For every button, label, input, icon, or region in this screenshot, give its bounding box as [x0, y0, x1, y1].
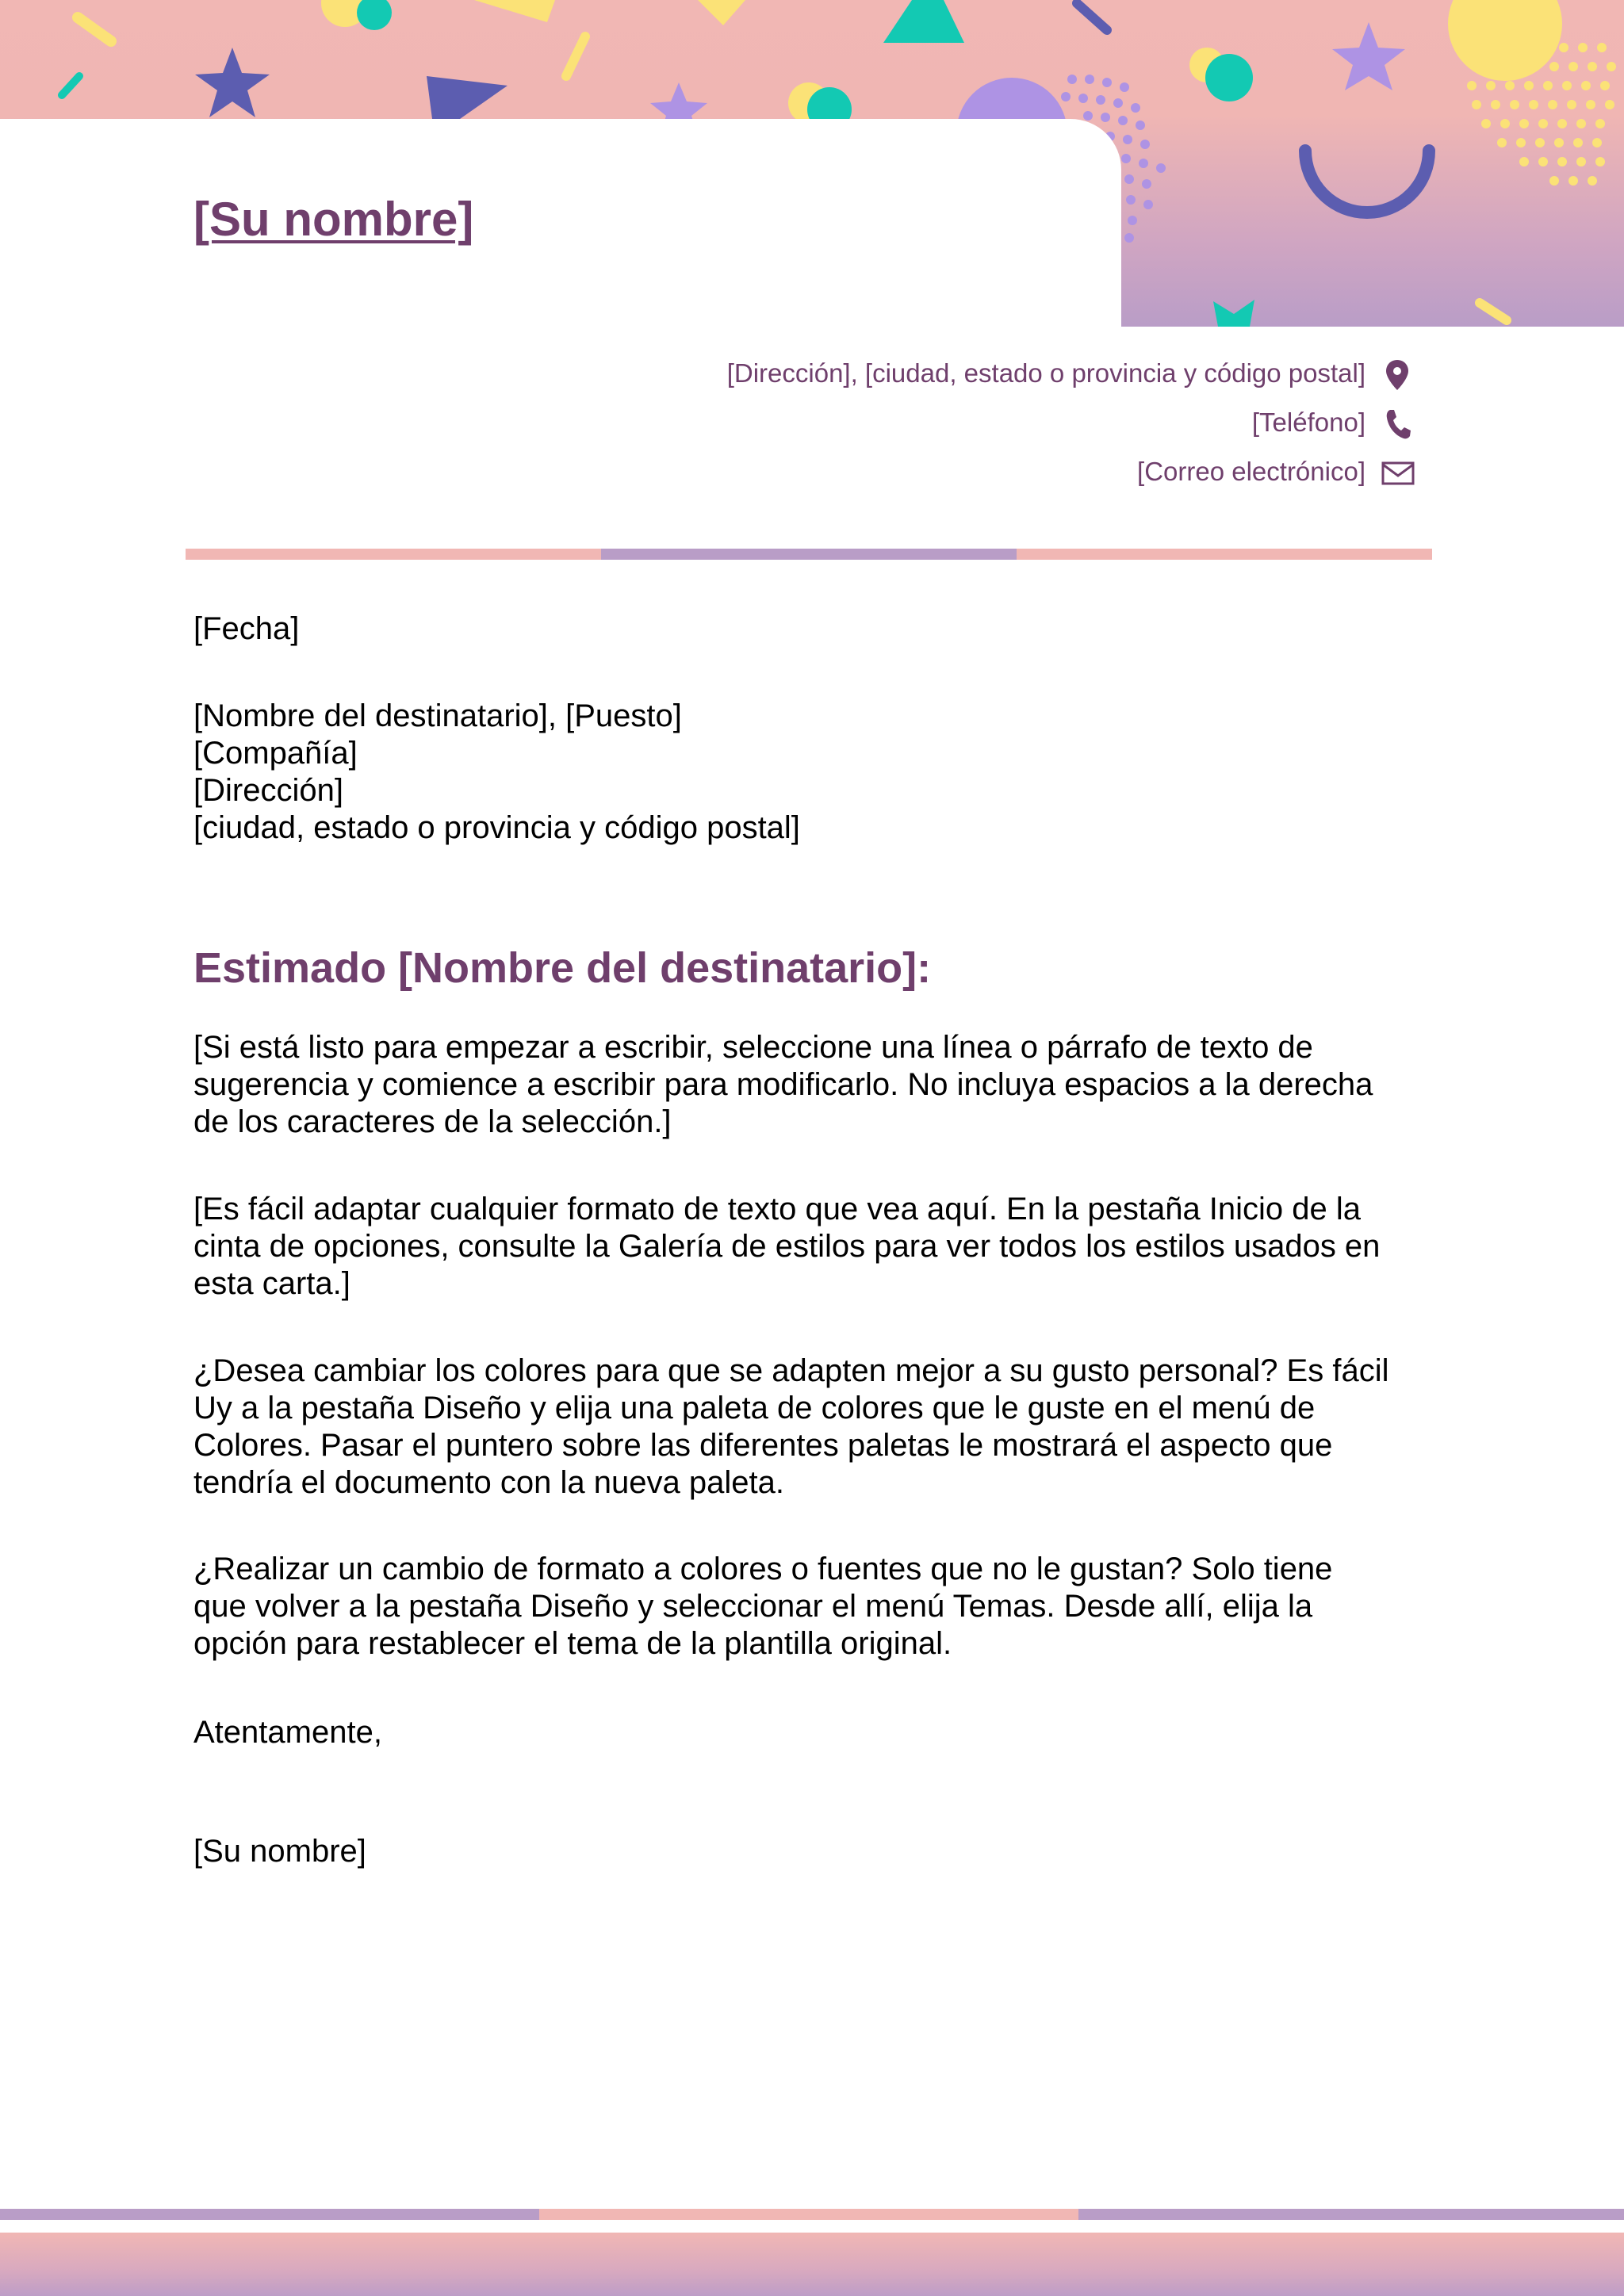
header-card	[0, 119, 1121, 327]
recipient-block	[193, 698, 1438, 847]
paragraph-line: esta carta.]	[193, 1266, 350, 1301]
recipient-line: [Nombre del destinatario], [Puesto]	[193, 698, 682, 733]
contact-email: [Correo electrónico]	[1137, 457, 1365, 486]
paragraph-line: tendría el documento con la nueva paleta.	[193, 1465, 784, 1500]
letter-date: [Fecha]	[193, 611, 300, 646]
paragraph-line: Uy a la pestaña Diseño y elija una paleta de colores que le guste en el menú de	[193, 1391, 1316, 1425]
body-paragraph	[193, 1191, 1438, 1303]
recipient-line: [Dirección]	[193, 773, 343, 808]
paragraph-line: Colores. Pasar el puntero sobre las diferentes paletas le mostrará el aspecto que	[193, 1428, 1333, 1463]
body-paragraph	[193, 1353, 1438, 1502]
footer-line-segment	[1078, 2209, 1624, 2220]
recipient-line: [ciudad, estado o provincia y código postal]	[193, 810, 800, 845]
paragraph-line: de los caracteres de la selección.]	[193, 1104, 672, 1139]
paragraph-line: ¿Realizar un cambio de formato a colores o fuentes que no le gustan? Solo tiene	[193, 1552, 1333, 1586]
paragraph-line: cinta de opciones, consulte la Galería de estilos para ver todos los estilos usados en	[193, 1229, 1381, 1264]
recipient-line: [Compañía]	[193, 736, 358, 771]
paragraph-line: ¿Desea cambiar los colores para que se adapten mejor a su gusto personal? Es fácil	[193, 1353, 1389, 1388]
paragraph-line: [Si está listo para empezar a escribir, seleccione una línea o párrafo de texto de	[193, 1030, 1313, 1065]
closing: Atentamente,	[193, 1715, 382, 1750]
footer-band	[0, 2233, 1624, 2296]
greeting: Estimado [Nombre del destinatario]:	[193, 944, 932, 992]
footer-line-segment	[0, 2209, 539, 2220]
sender-name: [Su nombre]	[193, 193, 474, 246]
paragraph-line: opción para restablecer el tema de la plantilla original.	[193, 1626, 952, 1661]
contact-address: [Dirección], [ciudad, estado o provincia y código postal]	[726, 358, 1365, 388]
footer-line-segment	[539, 2209, 1078, 2220]
paragraph-line: que volver a la pestaña Diseño y seleccionar el menú Temas. Desde allí, elija la	[193, 1589, 1313, 1624]
map-pin-icon	[1381, 358, 1413, 392]
body-paragraph	[193, 1551, 1438, 1663]
signature: [Su nombre]	[193, 1834, 366, 1869]
paragraph-line: [Es fácil adaptar cualquier formato de texto que vea aquí. En la pestaña Inicio de la	[193, 1192, 1362, 1226]
paragraph-line: sugerencia y comience a escribir para modificarlo. No incluya espacios a la derecha	[193, 1067, 1373, 1102]
divider-segment	[186, 549, 601, 560]
envelope-icon	[1381, 460, 1413, 493]
contact-phone: [Teléfono]	[1251, 408, 1365, 437]
divider-segment	[601, 549, 1017, 560]
body-paragraph	[193, 1029, 1438, 1141]
phone-icon	[1381, 408, 1413, 441]
divider-segment	[1017, 549, 1432, 560]
